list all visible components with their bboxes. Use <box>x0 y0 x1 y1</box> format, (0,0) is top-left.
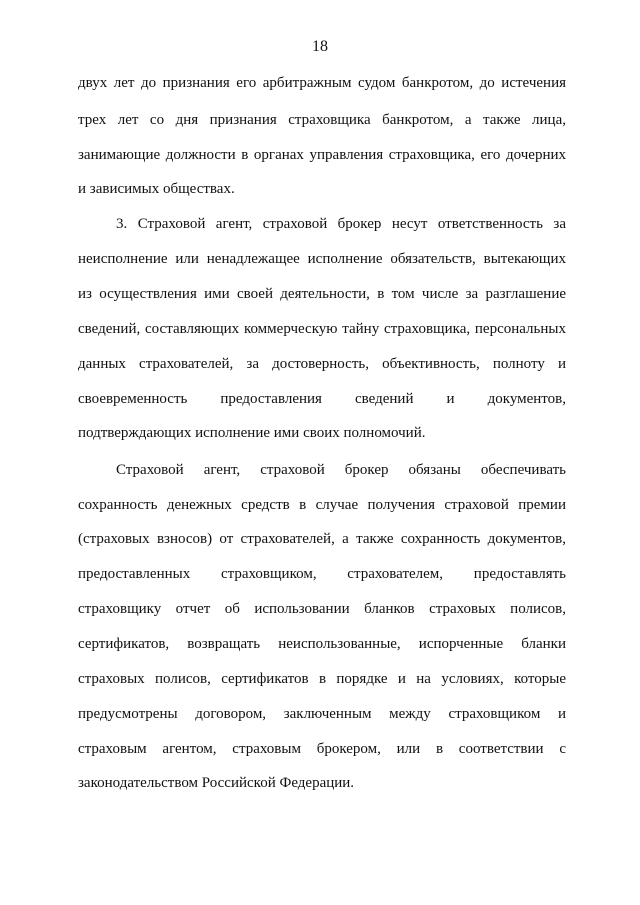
text-line: предусмотрены договором, заключенным между страховщиком и <box>78 706 566 722</box>
text-line: 3. Страховой агент, страховой брокер несут ответственность за <box>116 216 566 232</box>
text-line: Страховой агент, страховой брокер обязаны обеспечивать <box>116 462 566 478</box>
text-line: занимающие должности в органах управления страховщика, его дочерних <box>78 147 566 163</box>
text-line: данных страхователей, за достоверность, объективность, полноту и <box>78 356 566 372</box>
text-line: законодательством Российской Федерации. <box>78 775 355 791</box>
text-line: неисполнение или ненадлежащее исполнение обязательств, вытекающих <box>78 251 566 267</box>
page-number: 18 <box>312 38 328 55</box>
text-line: предоставленных страховщиком, страхователем, предоставлять <box>78 566 566 582</box>
text-line: страховщику отчет об использовании бланков страховых полисов, <box>78 601 566 617</box>
text-line: сохранность денежных средств в случае получения страховой премии <box>78 497 566 513</box>
text-line: подтверждающих исполнение ими своих полномочий. <box>78 425 426 441</box>
text-line: двух лет до признания его арбитражным судом банкротом, до истечения <box>78 75 566 91</box>
text-line: из осуществления ими своей деятельности, в том числе за разглашение <box>78 286 566 302</box>
text-line: страховым агентом, страховым брокером, или в соответствии с <box>78 741 566 757</box>
text-line: сведений, составляющих коммерческую тайну страховщика, персональных <box>78 321 566 337</box>
text-line: трех лет со дня признания страховщика банкротом, а также лица, <box>78 112 566 128</box>
text-line: (страховых взносов) от страхователей, а также сохранность документов, <box>78 531 566 547</box>
text-line: страховых полисов, сертификатов в порядке и на условиях, которые <box>78 671 566 687</box>
text-line: своевременность предоставления сведений и документов, <box>78 391 566 407</box>
text-line: и зависимых обществах. <box>78 181 235 197</box>
text-line: сертификатов, возвращать неиспользованные, испорченные бланки <box>78 636 566 652</box>
